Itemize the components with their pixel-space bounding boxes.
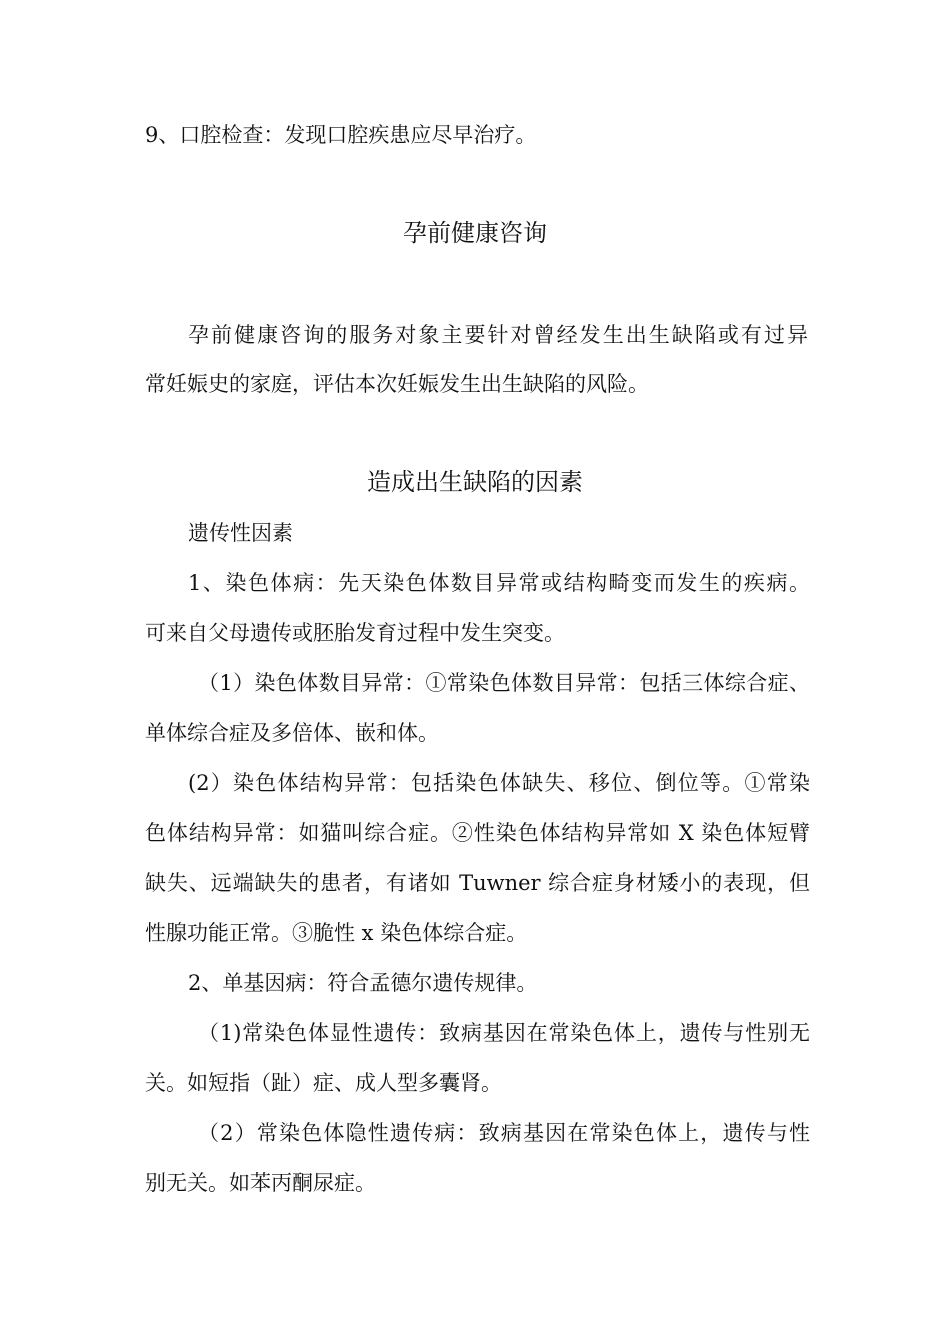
paragraph-line: 别无关。如苯丙酮尿症。 [145, 1171, 376, 1195]
paragraph-line: （1)常染色体显性遗传：致病基因在常染色体上，遗传与性别无 [198, 1021, 810, 1045]
paragraph-line: （2）常染色体隐性遗传病：致病基因在常染色体上，遗传与性 [198, 1121, 810, 1145]
paragraph-line: 2、单基因病：符合孟德尔遗传规律。 [188, 971, 538, 995]
paragraph-line: （1）染色体数目异常：①常染色体数目异常：包括三体综合症、 [198, 671, 810, 695]
list-item-oral-exam: 9、口腔检查：发现口腔疾患应尽早治疗。 [145, 123, 537, 147]
paragraph-line: 可来自父母遗传或胚胎发育过程中发生突变。 [145, 621, 565, 645]
paragraph-line: 性腺功能正常。③脆性 x 染色体综合症。 [145, 921, 528, 945]
paragraph-line: 单体综合症及多倍体、嵌和体。 [145, 721, 439, 745]
paragraph-line: 色体结构异常：如猫叫综合症。②性染色体结构异常如 X 染色体短臂 [145, 821, 810, 845]
section-title-birth-defect-factors: 造成出生缺陷的因素 [367, 468, 583, 496]
subsection-title-genetic-factors: 遗传性因素 [188, 521, 293, 545]
paragraph-line: 关。如短指（趾）症、成人型多囊肾。 [145, 1071, 502, 1095]
paragraph-line: 缺失、远端缺失的患者，有诸如 Tuwner 综合症身材矮小的表现，但 [145, 871, 810, 895]
paragraph-line: 孕前健康咨询的服务对象主要针对曾经发生出生缺陷或有过异 [188, 323, 808, 347]
paragraph-line: 常妊娠史的家庭，评估本次妊娠发生出生缺陷的风险。 [145, 372, 649, 396]
paragraph-line: 1、染色体病：先天染色体数目异常或结构畸变而发生的疾病。 [188, 571, 810, 595]
section-title-preconception-consultation: 孕前健康咨询 [403, 219, 547, 247]
paragraph-line: (2）染色体结构异常：包括染色体缺失、移位、倒位等。①常染 [188, 771, 810, 795]
